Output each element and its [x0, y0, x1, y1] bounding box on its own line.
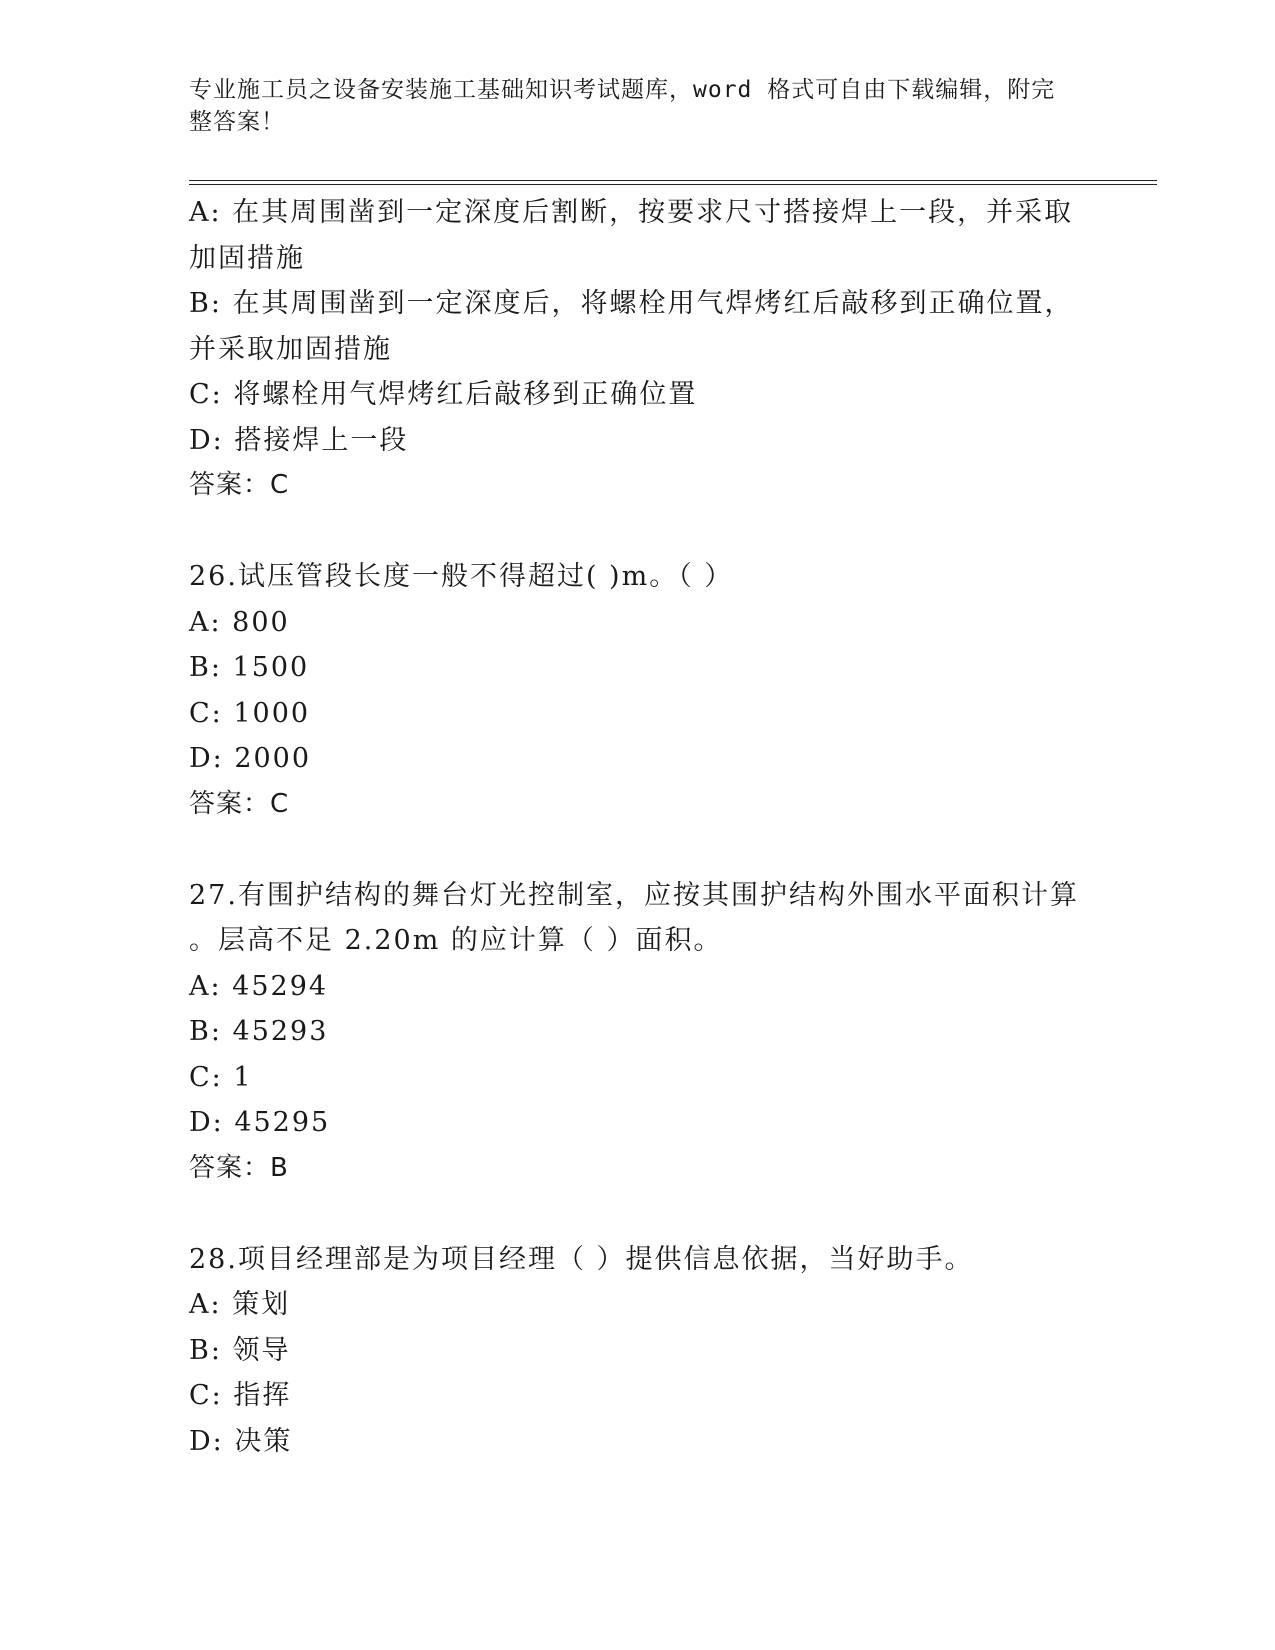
spacer [189, 827, 1089, 873]
option-d: D: 2000 [189, 743, 312, 774]
option-d: D: 搭接焊上一段 [189, 424, 409, 456]
question-text-line-1: 27.有围护结构的舞台灯光控制室，应按其围护结构外围水平面积计算 [189, 879, 1079, 911]
header-line-1: 专业施工员之设备安装施工基础知识考试题库，word 格式可自由下载编辑，附完 [189, 77, 1056, 103]
option-d: D: 45295 [189, 1107, 331, 1138]
answer-line: 答案：C [189, 470, 290, 500]
option-c: C: 指挥 [189, 1380, 292, 1411]
option-c: C: 1000 [189, 697, 311, 729]
option-a: A: 800 [189, 606, 290, 638]
question-content [189, 190, 1089, 1464]
question-26-block [189, 554, 1089, 827]
question-28-block [189, 1237, 1089, 1465]
option-a: A: 45294 [189, 970, 329, 1002]
option-a-line-1: A: 在其周围凿到一定深度后割断，按要求尺寸搭接焊上一段，并采取 [189, 197, 1074, 228]
option-c: C: 将螺栓用气焊烤红后敲移到正确位置 [189, 379, 698, 410]
question-27-block [189, 873, 1089, 1192]
spacer [189, 509, 1089, 555]
option-c: C: 1 [189, 1061, 253, 1093]
option-b: B: 45293 [189, 1016, 329, 1047]
answer-line: 答案：B [189, 1152, 289, 1183]
question-text-line-2: 。层高不足 2.20m 的应计算（ ）面积。 [189, 925, 723, 956]
option-b-line-2: 并采取加固措施 [189, 333, 392, 365]
option-b: B: 领导 [189, 1334, 291, 1366]
option-a-line-2: 加固措施 [189, 242, 305, 274]
header-divider-top [189, 180, 1157, 181]
header-divider-bottom [189, 184, 1157, 185]
option-b: B: 1500 [189, 652, 310, 683]
answer-line: 答案：C [189, 788, 290, 819]
question-text: 28.项目经理部是为项目经理（ ）提供信息依据，当好助手。 [189, 1243, 974, 1275]
option-b-line-1: B: 在其周围凿到一定深度后，将螺栓用气焊烤红后敲移到正确位置， [189, 288, 1074, 319]
option-a: A: 策划 [189, 1289, 291, 1320]
spacer [189, 1191, 1089, 1237]
option-d: D: 决策 [189, 1425, 293, 1457]
question-text: 26.试压管段长度一般不得超过( )m。（ ） [189, 561, 734, 592]
header-line-2: 整答案！ [189, 109, 285, 135]
page-header [189, 74, 1089, 138]
question-25-block [189, 190, 1089, 509]
